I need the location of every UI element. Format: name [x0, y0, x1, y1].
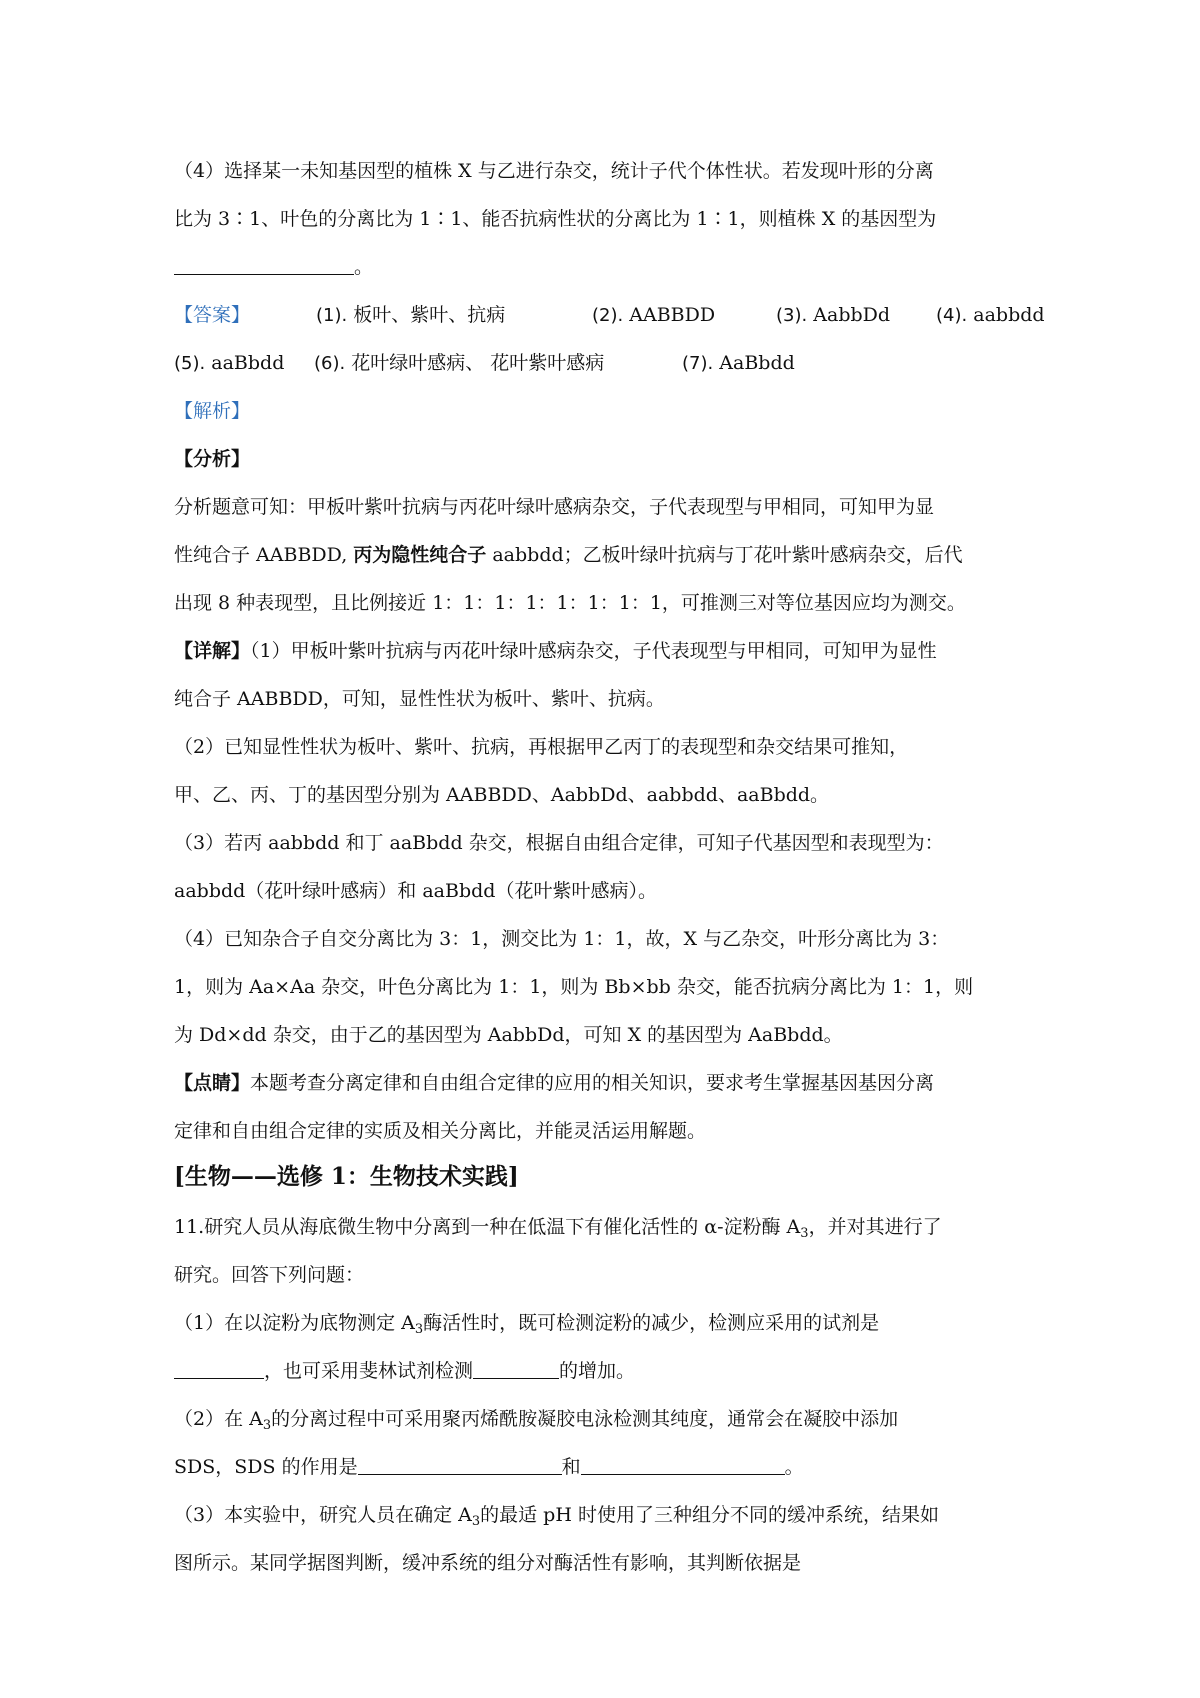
answer-text: AabbDd [813, 304, 891, 326]
detail-line-1 [174, 638, 1050, 664]
subscript: 3 [262, 1418, 272, 1433]
answer-blank [174, 1358, 264, 1379]
section-title: [生物——选修 1：生物技术实践] [174, 1163, 519, 1190]
comment-text: 本题考查分离定律和自由组合定律的应用的相关知识，要求考生掌握基因基因分离 [250, 1072, 935, 1094]
q11-text: （2）在 A [174, 1408, 263, 1430]
analysis-emphasis: 丙为隐性纯合子 [353, 544, 487, 566]
answer-number: (2). [592, 305, 624, 326]
answer-label: 【答案】 [174, 304, 251, 326]
q4-period: 。 [354, 256, 374, 278]
analysis-sub-label: 【分析】 [174, 448, 251, 470]
q11-line-1 [174, 1214, 1050, 1247]
detail-line-9: 为 Dd×dd 杂交，由于乙的基因型为 AabbDd，可知 X 的基因型为 AaBbdd。 [174, 1024, 843, 1046]
analysis-para-line-2 [174, 542, 1050, 568]
q11-part1-line-2 [174, 1358, 1050, 1384]
detail-line-5: （3）若丙 aabbdd 和丁 aaBbdd 杂交，根据自由组合定律，可知子代基因型和表现型为： [174, 832, 944, 854]
q4-line-1: （4）选择某一未知基因型的植株 X 与乙进行杂交，统计子代个体性状。若发现叶形的分离 [174, 160, 934, 182]
q4-line-2: 比为 3∶1、叶色的分离比为 1∶1、能否抗病性状的分离比为 1∶1，则植株 X 的基因型为 [174, 208, 937, 230]
answer-number: (7). [682, 353, 714, 374]
answer-number: (6). [314, 353, 346, 374]
q11-text: ，也可采用斐林试剂检测 [264, 1360, 474, 1382]
q4-line-3 [174, 254, 1050, 280]
q11-part1-line-1 [174, 1310, 1050, 1343]
answer-blank [581, 1454, 785, 1475]
subscript: 3 [471, 1514, 481, 1529]
subscript: 3 [414, 1322, 424, 1337]
q11-text: 。 [784, 1456, 804, 1478]
answer-item-6 [314, 350, 604, 377]
detail-line-2: 纯合子 AABBDD，可知，显性性状为板叶、紫叶、抗病。 [174, 688, 665, 710]
comment-line-1 [174, 1070, 1050, 1096]
answer-number: (4). [936, 305, 968, 326]
detail-line-3: （2）已知显性性状为板叶、紫叶、抗病，再根据甲乙丙丁的表现型和杂交结果可推知， [174, 736, 909, 758]
answer-text: 板叶、紫叶、抗病 [353, 304, 506, 326]
answer-text: aaBbdd [211, 352, 285, 374]
answer-item-2 [592, 302, 715, 329]
q11-text: 的分离过程中可采用聚丙烯酰胺凝胶电泳检测其纯度，通常会在凝胶中添加 [271, 1408, 899, 1430]
analysis-text: aabbdd；乙板叶绿叶抗病与丁花叶紫叶感病杂交，后代 [492, 544, 963, 566]
detail-text: （1）甲板叶紫叶抗病与丙花叶绿叶感病杂交，子代表现型与甲相同，可知甲为显性 [250, 640, 937, 662]
answer-item-7 [682, 350, 795, 377]
answer-number: (3). [776, 305, 808, 326]
q11-text: （3）本实验中，研究人员在确定 A [174, 1504, 472, 1526]
answer-text: 花叶绿叶感病、 花叶紫叶感病 [351, 352, 605, 374]
answer-number: (5). [174, 353, 206, 374]
q11-text: 和 [561, 1456, 581, 1478]
answer-item-4 [936, 302, 1045, 329]
subscript: 3 [800, 1226, 809, 1241]
answer-text: AABBDD [629, 304, 716, 326]
answer-blank [473, 1358, 559, 1379]
q11-part2-line-1 [174, 1406, 1050, 1439]
detail-label: 【详解】 [174, 640, 251, 662]
q11-part3-line-1 [174, 1502, 1050, 1535]
q11-text: （1）在以淀粉为底物测定 A [174, 1312, 415, 1334]
detail-line-7: （4）已知杂合子自交分离比为 3：1，测交比为 1：1，故，X 与乙杂交，叶形分离比为 3： [174, 928, 950, 950]
detail-line-4: 甲、乙、丙、丁的基因型分别为 AABBDD、AabbDd、aabbdd、aaBbdd。 [174, 784, 830, 806]
q11-text: 11.研究人员从海底微生物中分离到一种在低温下有催化活性的 α-淀粉酶 A [174, 1216, 801, 1238]
detail-line-8: 1，则为 Aa×Aa 杂交，叶色分离比为 1：1，则为 Bb×bb 杂交，能否抗病分离比为 1：1，则 [174, 976, 974, 998]
q11-text: ，并对其进行了 [808, 1216, 942, 1238]
answer-item-1 [316, 302, 505, 329]
comment-line-2: 定律和自由组合定律的实质及相关分离比，并能灵活运用解题。 [174, 1120, 707, 1142]
answer-blank [358, 1454, 562, 1475]
q11-text: 酶活性时，既可检测淀粉的减少，检测应采用的试剂是 [423, 1312, 880, 1334]
q11-part3-line-2: 图所示。某同学据图判断，缓冲系统的组分对酶活性有影响，其判断依据是 [174, 1552, 802, 1574]
analysis-label: 【解析】 [174, 400, 251, 422]
answer-number: (1). [316, 305, 348, 326]
analysis-para-line-1: 分析题意可知：甲板叶紫叶抗病与丙花叶绿叶感病杂交，子代表现型与甲相同，可知甲为显 [174, 496, 935, 518]
answer-text: AaBbdd [719, 352, 795, 374]
q11-text: 的最适 pH 时使用了三种组分不同的缓冲系统，结果如 [480, 1504, 939, 1526]
answer-blank [174, 254, 354, 275]
comment-label: 【点睛】 [174, 1072, 251, 1094]
q11-text: SDS，SDS 的作用是 [174, 1456, 358, 1478]
q11-part2-line-2 [174, 1454, 1050, 1480]
analysis-para-line-3: 出现 8 种表现型，且比例接近 1：1：1：1：1：1：1：1，可推测三对等位基因应均为测交。 [174, 592, 966, 614]
answer-item-5 [174, 350, 284, 377]
answer-item-3 [776, 302, 890, 329]
analysis-text: 性纯合子 AABBDD, [174, 544, 348, 566]
q11-line-2: 研究。回答下列问题： [174, 1264, 365, 1286]
q11-text: 的增加。 [559, 1360, 636, 1382]
answer-text: aabbdd [973, 304, 1045, 326]
detail-line-6: aabbdd（花叶绿叶感病）和 aaBbdd（花叶紫叶感病）。 [174, 880, 657, 902]
